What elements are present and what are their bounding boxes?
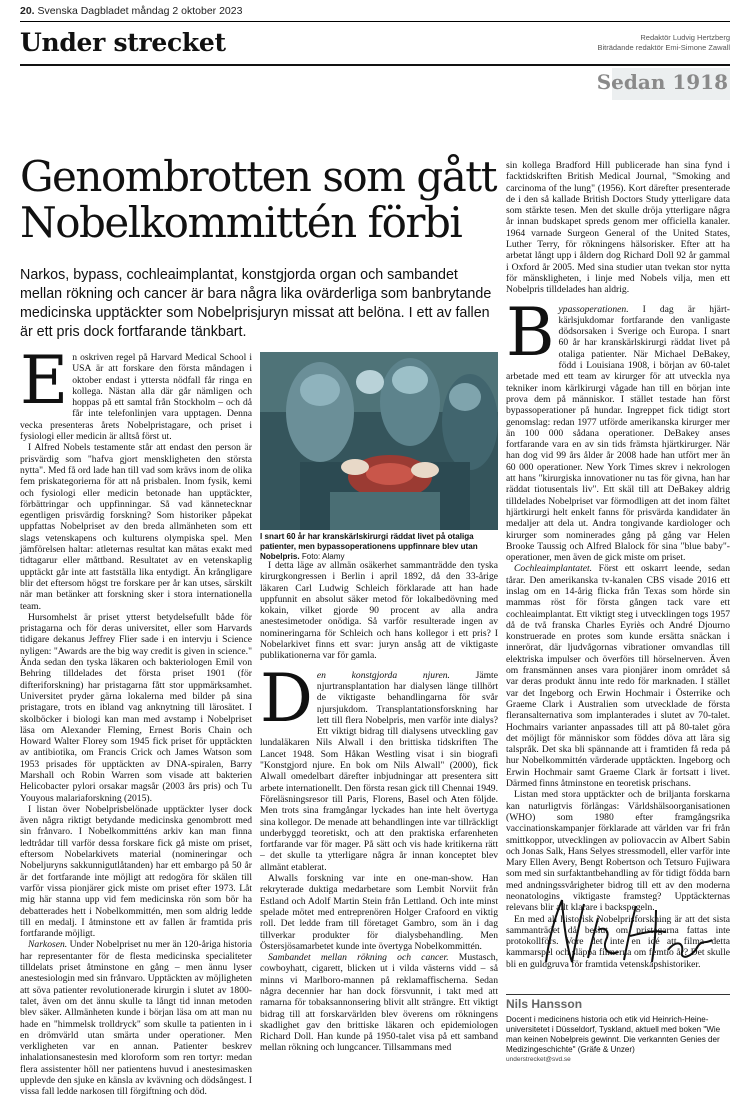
drop-cap: E	[20, 342, 69, 419]
bio-text: Docent i medicinens historia och etik vid Heinrich-Heine-universitetet i Düsseldorf, Tyskland, aktuell med boken "Wie man keinen Nobelpreis gewinnt. Die verkannten Genies der Medizingeschichte" (Gräfe & Unzer)	[506, 1015, 721, 1054]
paragraph	[260, 952, 498, 1054]
section-title: Under strecket	[20, 28, 226, 57]
subhead: Sambandet mellan rökning och cancer.	[268, 952, 449, 964]
column-2	[260, 560, 498, 1054]
paragraph: I listan över Nobelprisbelönade upptäckter lyser dock även några riktigt betydande medicinska genombrott med sin frånvaro. I Nobelkommitténs arkiv kan man finna ledtrådar till varför dessa forskare fick gå miste om priset, eftersom Nobelarkivets material (nomineringar och Nobeljuryns sakkunnigutlåtanden) har ett embargo på 50 år är det fortfarande inte möjligt att redogöra för skälen till varför vissa pionjärer gick miste om priset efter 1973. Låt mig här stanna upp vid fem medicinska rön som bör ha debatterades hett i Nobelkommittén, men som aldrig ledde till en medalj. I åtminstone ett av fallen är framtida pris fortfarande möjligt.	[20, 803, 252, 940]
section-rule	[20, 64, 730, 66]
paragraph: Hursomhelst är priset ytterst betydelsefullt både för pristagarna och för deras universitet, eller som Harvards tidigare dekanus Jeffrey Flier sade i en intervju i Science nyligen: "Awards are the big way credit is given in science." Ända sedan den tyska läkaren och bakteriologen Emil von Behring tilldelades det första priset 1901 (för difteriforskning) har pristagarna fått stor uppmärksamhet. Universitet pryder gärna lokalerna med bilder på sina pristagare, trots en ibland vag anknytning till lärosätet. I skolböcker i biologi kan man med avstamp i Nobelpriset läsa om Alexander Fleming, Ernest Boris Chain och Howard Walter Florey som 1945 fick priset för upptäckten av antibiotika, om Francis Crick och James Watson som 1953 prisades för upptäckten av DNA-spiralen, Barry Marshall och Robin Warren som visade att bakterien Helicobacter pylori orsakar magsår (2003 års pris) och Tu Youyous malariaforskning (2015).	[20, 611, 252, 804]
subhead: Narkosen.	[28, 939, 68, 951]
paragraph	[20, 939, 252, 1097]
subhead: ypassoperationen.	[558, 303, 629, 315]
paragraph-text: Mustasch, cowboyhatt, cigarett, blicken ut i vilda västerns vidd – så minns vi Marlboro-mannen på reklamaffischerna. Sedan några decennier har han dock försvunnit, i takt med att ramarna för tobaksannonsering blivit allt strängre. Ett viktigt bidrag till att forskarvärlden blev överens om rökningens skadlighet gav den brittiske läkaren och epidemiologen Richard Doll. Han kunde på 1950-talet visa på ett samband mellan rökning och lungcancer. Tillsammans med	[260, 952, 498, 1054]
column-3	[506, 160, 730, 970]
author-rule	[506, 994, 730, 995]
paragraph	[506, 563, 730, 789]
paragraph-text: I dag är hjärt-kärlsjukdomar fortfarande den vanligaste dödsorsaken i Sverige och Europa. I snart 60 år har kranskärlskirurgi räddat livet på otaliga patienter. När Michael DeBakey, född i Louisiana 1908, i början av 60-talet arbetade med ett team av kirurger för att utveckla nya tekniker inom kärlkirurgi vågade han till en början inte prova dem på människor. I stället testade han först bypassoperationer på hundar. Ingreppet fick tidigt stort genomslag: redan 1977 utförde amerikanska kirurger mer än 100 000 sådana operationer. DeBakey anses fortfarande vara en av sin tids främsta hjärtkirurger. När han dog vid 99 års ålder år 2008 hade han utfört mer än 60 000 operationer. New York Times skrev i nekrologen att hans "kirurgiska innovationer nu tas för givna, han har räddat tiotusentals liv". Ett skäl till att DeBakey aldrig tilldelades Nobelpriset var förmodligen att det inom fältet hjärtkirurgi helt enkelt fanns för prisvärda kandidater än medaljer att dela ut. Andra tongivande kardiologer och kirurger som nominerades gång på gång var Helen Brooke Taussig och Alfred Blalock för sina "blue baby"-operationer, men även de gick miste om priset.	[506, 303, 730, 564]
paragraph: Alwalls forskning var inte en one-man-show. Han rekryterade duktiga medarbetare som Lembit Norviit från Estland och Adolf Martin Stein från Lettland. Och inte minst spelade mötet med entreprenören Holger Crafoord en viktig roll. Det ledde fram till företaget Gambro, som än i dag tillverkar produkter för dialysbehandling. Men Östersjösamarbetet kunde inte övertyga Nobelkommittén.	[260, 873, 498, 952]
paragraph: sin kollega Bradford Hill publicerade han sina fynd i facktidskriften British Medical Journal, "Smoking and carcinoma of the lung" (1956). Kort därefter presenterade de i den så kallade British Doctors Study ytterligare data som stärkte tesen. Men det skulle dröja ytterligare några år innan budskapet spreds genom mer officiella kanaler. 1964 varnade Surgeon General of the United States, Luther Terry, för rökningens hälsorisker. Efter att ha arbetat långt upp i åldern dog Richard Doll 92 år gammal i Oxford år 2005. Med sina studier utan tvekan stor nytta för mänskligheten, i linje med Nobels vilja, men ett Nobelpris tilldelades han aldrig.	[506, 160, 730, 296]
page-header	[20, 5, 730, 17]
caption-text: I snart 60 år har kranskärlskirurgi räddat livet på otaliga patienter, men bypassoperationens uppfinnare blev utan Nobelpris.	[260, 532, 478, 562]
drop-cap: D	[260, 659, 313, 737]
paragraph: En med all historisk Nobelprisforskning är att det sista sammanträdet då beslut om pristagarna fattas inte protokollförs. Vore det inte en idé att filma detta kammarspel och släppa filmerna om femtio år? Det skulle bli en guldgruva för framtida vetenskapshistoriker.	[506, 913, 730, 970]
header-rule	[20, 21, 730, 22]
subhead: en konstgjorda njuren.	[316, 669, 450, 681]
surgery-illustration	[260, 352, 498, 530]
paragraph: Listan med stora upptäckter och de briljanta forskarna kan naturligtvis förlängas: Världshälsoorganisationen (WHO) som 1980 efter framgångsrika vaccinationskampanjer förklarade att världen var fri från smittkoppor, utvecklingen av poliovaccin av Albert Sabin och Jonas Salk, Hans Selyes stressmodell, eller varför inte Mary Ellen Avery, Bengt Robertson och Tetsuro Fujiwara som med sin surfaktantbehandling av för tidigt födda barn med andningssvårigheter bidrog till ett av den moderna neonatologins viktigaste framsteg? Upptäckternas relevans blir allt klarare i backspegeln.	[506, 789, 730, 914]
paragraph-text: Under Nobelpriset nu mer än 120-åriga historia har representanter för de flesta medicinska specialiteter tilldelats priset åtminstone en gång – men ännu lyser anestesiologin med sin frånvaro. Upptäckten av möjligheten att söva patienter revolutionerade kirurgin i slutet av 1800-talet, även om det ännu skulle ta långt tid innan metoden blev säker. Allmänheten kunde i början läsa om att man nu hade en "himmelsk trolldryck" som skulle ta patienten in i en drömvärld utan smärta under operationer. Men verkligheten var en annan. Patienter beskrev inhalationsanestesin med kloroform som ren tortyr: medan flera assistenter höll ner patientens huvud i anestesimasken upplevde den sjuke en känsla av kvävning och dödsångest. I vissa fall ledde narkosen till förgiftning och död.	[20, 939, 252, 1098]
page-number: 20.	[20, 5, 35, 17]
editor-line: Biträdande redaktör Emi-Simone Zawall	[597, 43, 730, 52]
column-1	[20, 342, 252, 1098]
paragraph: I detta läge av allmän osäkerhet sammanträdde den tyska kirurgkongressen i Berlin i april 1892, då den 33-årige läkaren Carl Ludwig Schleich förklarade att han hade uppfunnit en absolut säker metod för lokalbedövning med kokain, vilket gjorde 90 procent av alla andra anestesimetoder onödiga. Så varför resulterade ingen av nomineringarna för Schleich och hans kollegor i ett pris? I Nobelarkivet finns ett svar: juryn ansåg att de viktigaste publikationerna var för gamla.	[260, 560, 498, 662]
headline	[20, 154, 500, 246]
paragraph: I Alfred Nobels testamente står att endast den person är prisvärdig som "hafva gjort menskligheten den största nytta". Med få ord lade han till vad som krävs inom de olika fem priskategorierna för att nå prisbalen. Inom fysik, kemi och fysiologi eller medicin betonade han upptäckter, förbättringar och uppfinningar. Så vad kännetecknar egentligen prisvärdig forskning? Som historiker påpekat uppfattas Nobelpriset av den breda allmänheten som ett slags vetenskapens och kulturens olympiska spel. Men jämförelsen haltar: atleternas resultat kan mätas exakt med tidtagarur eller måttband. Resultatet av en vetenskaplig upptäckt går inte att fastställa lika entydigt. Än krångligare blir det eftersom högst tre forskare per år kan utses, särskilt när man betänker att forskning sker i stora internationella team.	[20, 442, 252, 612]
paragraph-text: n oskriven regel på Harvard Medical School i USA är att forskare den första måndagen i oktober endast i yttersta nödfall får ringa en kollega. Nästan alla där går nämligen och hoppas på ett samtal från Stockholm – och då får inte telefonlinjen vara upptagen. Denna vecka presenteras årets Nobelpristagare, och priset i fysiologi eller medicin är alltså först ut.	[20, 352, 252, 443]
editor-line: Redaktör Ludvig Hertzberg	[640, 33, 730, 42]
photo-caption	[260, 532, 498, 563]
paragraph	[20, 342, 252, 443]
paper-date: Svenska Dagbladet måndag 2 oktober 2023	[37, 5, 243, 17]
lead-paragraph: Narkos, bypass, cochleaimplantat, konstgjorda organ och sambandet mellan rökning och cancer är bara några lika ovärderliga som banbrytande medicinska upptäckter som Nobelprisjuryn missat att belöna. I ett av fallen är ett pris dock fortfarande tänkbart.	[20, 267, 492, 340]
subhead: Cochleaimplantatet.	[514, 563, 593, 575]
author-email: understrecket@svd.se	[506, 1056, 571, 1063]
signature-drawing	[506, 870, 730, 990]
author-name: Nils Hansson	[506, 997, 583, 1011]
editors	[597, 33, 730, 53]
paragraph-text: Jämte njurtransplantation har dialysen länge tillhört de viktigaste behandlingarna för svår njursjukdom. Transplantationsforskning har lett till flera Nobelpris, men varför inte dialys? Ett viktigt bidrag till dialysens utveckling gav lundaläkaren Nils Alwall i den brittiska tidskriften The Lancet 1948. Som Håkan Westling visat i sin biografi "Konstgjord njure. En bok om Nils Alwall" (2000), fick Alwall omedelbart därefter inbjudningar att presentera sitt arbete internationellt. Den första resan gick till Chennai 1949. Föreläsningsresor till Paris, Florens, Basel och Aten följde. Men trots sina framgångar lyckades han inte helt övertyga sina kollegor. De menade att behandlingen inte var tillräckligt underbyggd teoretiskt, och att den praktiska erfarenheten fortfarande var för mager. På sätt och vis hade kritikerna rätt – det skulle ta ytterligare några år innan konceptet blev allmänt etablerat.	[260, 669, 498, 873]
paragraph	[506, 293, 730, 564]
paragraph	[260, 659, 498, 873]
headline-line: Nobelkommittén förbi	[20, 198, 462, 247]
headline-line: Genombrotten som gått	[20, 152, 497, 201]
paragraph-text: Först ett oskarrt leende, sedan tårar. Den amerikanska tv-kanalen CBS visade 2016 ett inslag om en 14-årig flicka från Texas som hörde sin mammas röst för första gången tack vare ett cochleaimplantat. Ett viktigt steg i utvecklingen togs 1957 då de två franska Charles Eyriès och André Djourno konstruerade en protes som kunde ersätta snäckan i innerörat, där ljudvågornas vibrationer omvandlas till elektriska impulser och överförs till hörselnerven. Även om fransmännen anses vara pionjärer inom området så var deras produkt ännu inte redo för marknaden. I stället var det Ingeborg och Erwin Hochmair i Österrike och Graeme Clark i Australien som utvecklade de första fleransalternativa som implanterades i slutet av 70-talet. Hochmairs varianter anpassades till att på 80-talet göra det möjligt för människor som föddes döva att lära sig talspråk. Det ska bli spännande att i framtiden få reda på hur Nobelkommittén värderade upptäckten. Ingeborg och Erwin Hochmair samt Graeme Clark är fortsatt i livet. Därmed finns åtminstone en teoretisk prischans.	[506, 563, 730, 790]
author-bio	[506, 1015, 730, 1065]
since-label: Sedan 1918	[596, 70, 728, 94]
signature	[506, 870, 730, 990]
drop-cap: B	[506, 293, 555, 371]
surgery-photo	[260, 352, 498, 530]
photo-credit: Foto: Alamy	[301, 552, 345, 562]
